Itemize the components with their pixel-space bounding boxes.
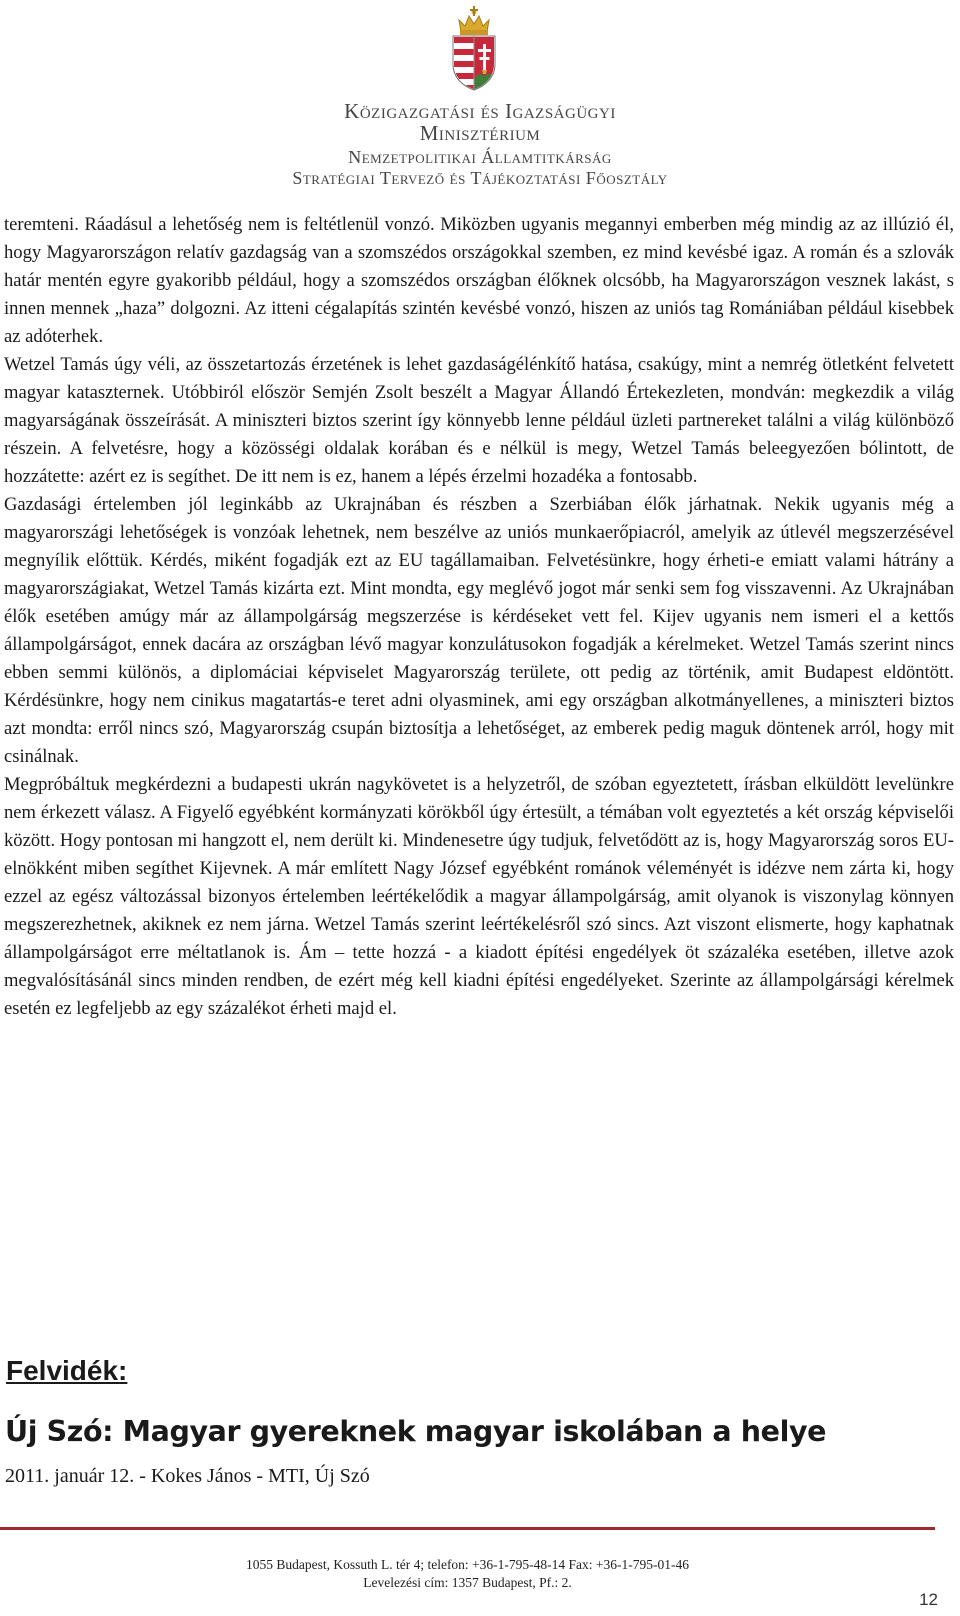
ministry-line-1: Közigazgatási és Igazságügyi bbox=[344, 99, 616, 123]
article-title: Új Szó: Magyar gyereknek magyar iskolában a helye bbox=[5, 1415, 827, 1448]
ministry-line-3: Nemzetpolitikai Államtitkárság bbox=[348, 147, 612, 167]
footer-mailing-address: Levelezési cím: 1357 Budapest, Pf.: 2. bbox=[363, 1575, 572, 1590]
paragraph: Megpróbáltuk megkérdezni a budapesti ukrán nagykövetet is a helyzetről, de szóban egyeztetett, írásban elküldött levelünkre nem érkezett válasz. A Figyelő egyébként kormányzati körökből úgy értesült, a témában volt egyeztetés a két ország képviselői között. Hogy pontosan mi hangzott el, nem derült ki. Mindenesetre úgy tudjuk, felvetődött az is, hogy Magyarország soros EU-elnökként miben segíthet Kijevnek. A már említett Nagy József egyébként románok véleményét is idézve nem zárta ki, hogy ezzel az egész változással bizonyos értelemben leértékelődik a magyar állampolgárság, amit olyanok is viszonylag könnyen megszerezhetnek, akiknek ez nem járna. Wetzel Tamás szerint leértékelésről szó sincs. Azt viszont elismerte, hogy kaphatnak állampolgárságot erre méltatlanok is. Ám – tette hozzá - a kiadott építési engedélyek öt százaléka esetében, illetve azok megvalósításánál sincs minden rendben, de ezért még kell kiadni építési engedélyeket. Szerinte az állampolgársági kérelmek esetén ez legfeljebb az egy százalékot érheti majd el. bbox=[4, 774, 954, 1019]
page-number: 12 bbox=[919, 1590, 938, 1609]
footer-divider bbox=[0, 1527, 935, 1530]
footer bbox=[0, 1556, 935, 1592]
paragraph: Gazdasági értelemben jól leginkább az Ukrajnában és részben a Szerbiában élők járhatnak. Nekik ugyanis még a magyarországi lehetőségek is vonzóak lehetnek, nem beszélve az uniós munkaerőpiacról, amelyik az útlevél megszerzésével megnyílik előttük. Kérdés, miként fogadják ezt az EU tagállamaiban. Felvetésünkre, hogy érheti-e emiatt valami hátrány a magyarországiakat, Wetzel Tamás kizárta ezt. Mint mondta, egy meglévő jogot már senki sem fog visszavenni. Az Ukrajnában élők esetében amúgy már az állampolgárság megszerzése is kérdéseket vett fel. Kijev ugyanis nem ismeri el a kettős állampolgárságot, ennek dacára az országban lévő magyar konzulátusokon fogadják a kérelmeket. Wetzel Tamás szerint nincs ebben semmi különös, a diplomáciai képviselet Magyarország területe, ott pedig az történik, amit Budapest eldöntött. Kérdésünkre, hogy nem cinikus magatartás-e teret adni olyasminek, ami egy országban alkotmányellenes, a miniszteri biztos azt mondta: erről nincs szó, Magyarország csupán biztosítja a lehetőséget, az emberek pedig maguk döntenek arról, hogy mit csinálnak. bbox=[4, 494, 954, 767]
footer-address: 1055 Budapest, Kossuth L. tér 4; telefon: +36-1-795-48-14 Fax: +36-1-795-01-46 bbox=[245, 1557, 690, 1572]
section-heading: Felvidék: bbox=[6, 1355, 128, 1386]
article-meta: 2011. január 12. - Kokes János - MTI, Új Szó bbox=[5, 1465, 370, 1487]
ministry-line-2: Minisztérium bbox=[419, 121, 541, 145]
ministry-line-4: Stratégiai Tervező és Tájékoztatási Főosztály bbox=[292, 168, 668, 188]
ministry-name bbox=[0, 100, 960, 189]
paragraph: teremteni. Ráadásul a lehetőség nem is feltétlenül vonzó. Miközben ugyanis megannyi emberben még mindig az az illúzió él, hogy Magyarországon relatív gazdagság van a szomszédos országokkal szemben, ez mind kevésbé igaz. A román és a szlovák határ mentén egyre gyakoribb például, hogy a szomszédos országban élőknek olcsóbb, ha Magyarországon vesznek lakást, s innen mennek „haza” dolgozni. Az itteni cégalapítás szintén kevésbé vonzó, hiszen az uniós tag Romániában például kisebbek az adóterhek. bbox=[4, 214, 954, 347]
paragraph: Wetzel Tamás úgy véli, az összetartozás érzetének is lehet gazdaságélénkítő hatása, csakúgy, mint a nemrég ötletként felvetett magyar kataszternek. Utóbbiról először Semjén Zsolt beszélt a Magyar Állandó Értekezleten, mondván: megkezdik a világ magyarságának összeírását. A miniszteri biztos szerint így könnyebb lenne például üzleti partnereket találni a világ különböző részein. A felvetésre, hogy a közösségi oldalak korában és e nélkül is megy, Wetzel Tamás beleegyezően bólintott, de hozzátette: azért ez is segíthet. De itt nem is ez, hanem a lépés érzelmi hozadéka a fontosabb. bbox=[4, 354, 954, 487]
hungarian-coat-of-arms-icon bbox=[445, 4, 503, 92]
letterhead bbox=[0, 0, 960, 200]
article-body bbox=[4, 211, 954, 1023]
